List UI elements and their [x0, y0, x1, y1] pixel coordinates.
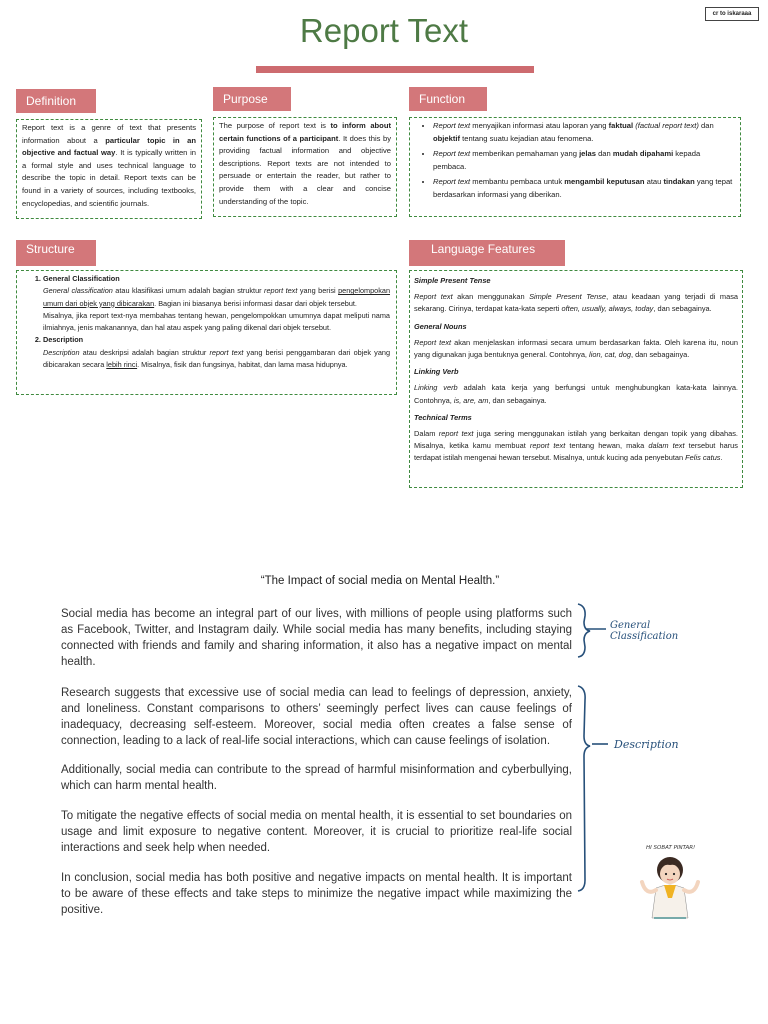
essay-paragraph-1: Social media has become an integral part of our lives, with millions of people using platforms such as Facebook, Twitter, and Instagram daily. While social media has many benefits, including staying connected with friends and family and sharing information, it also has a negative impact on mental health. — [61, 608, 572, 668]
essay-title: “The Impact of social media on Mental Health.” — [260, 575, 500, 587]
title-underline — [256, 66, 534, 73]
structure-item-general: 1. General Classification General classification atau klasifikasi umum adalah bagian struktur report text yang berisi pengelompokan umum dari objek yang dibicarakan. Bagian ini biasanya berisi informasi dasar dari objek tersebut. Misalnya, jika report text-nya membahas tentang hewan, pengelompokkan umumnya dapat meliputi nama ilmiahnya, jenis makanannya, dan hal atau aspek yang paling dikenal dari objek tersebut. — [43, 273, 390, 334]
lf-section-general-nouns: General Nouns Report text akan menjelaskan informasi secara umum berdasarkan fakta. Oleh karena itu, noun yang digunakan juga bentuknya general. Contohnya, lion, cat, dog, dan sebagainya. — [414, 321, 738, 360]
annotation-braces — [574, 600, 604, 900]
essay-paragraph-4: To mitigate the negative effects of social media on mental health, it is essential to set boundaries on usage and limit exposure to negative content. Moreover, it is crucial to prioritize real-life social interactions and seek help when needed. — [61, 810, 572, 854]
lf-section-technical-terms: Technical Terms Dalam report text juga sering menggunakan istilah yang berkaitan dengan topik yang dibahas. Misalnya, ketika kamu membuat report text tentang hewan, maka dalam text tersebut harus terdapat istilah mengenai hewan tersebut. Misalnya, untuk kucing ada penyebutan Felis catus. — [414, 412, 738, 463]
language-features-label: Language Features — [409, 240, 565, 266]
function-item: • Report text menyajikan informasi atau laporan yang faktual (factual report text) dan objektif tentang suatu kejadian atau fenomena. — [433, 120, 735, 145]
structure-box — [16, 270, 397, 395]
general-arrow-dash — [584, 624, 608, 634]
lf-section-linking-verb: Linking Verb Linking verb adalah kata kerja yang berfungsi untuk menghubungkan kata-kata lainnya. Contohnya, is, are, am, dan sebagainya. — [414, 367, 738, 405]
page-title: Report Text — [299, 12, 469, 49]
description-brace — [578, 686, 590, 891]
definition-text-1: Report text is a genre of text that presents information about a — [22, 123, 196, 145]
structure-label: Structure — [16, 240, 96, 266]
purpose-label: Purpose — [213, 87, 291, 111]
definition-box — [16, 119, 202, 219]
essay-paragraph-5: In conclusion, social media has both positive and negative impacts on mental health. It is important to be aware of these effects and take steps to minimize the negative impact while maximizing the positive. — [61, 872, 572, 916]
essay-paragraph-3: Additionally, social media can contribute to the spread of harmful misinformation and cyberbullying, which can harm mental health. — [61, 764, 572, 792]
description-arrow-dash — [590, 739, 610, 749]
purpose-text-1: The purpose of report text is — [219, 121, 331, 130]
annotation-description: Description — [614, 738, 679, 751]
function-box — [409, 117, 741, 217]
purpose-box — [213, 117, 397, 217]
definition-text-2: . It is typically written in a formal style and uses technical language to describe the topic in detail. Report texts can be found in a variety of sources, including textbooks, encyclopedias, and scientific journals. — [22, 148, 197, 208]
mascot-illustration — [634, 852, 704, 924]
function-item: • Report text membantu pembaca untuk mengambil keputusan atau tindakan yang tepat berdasarkan informasi yang diberikan. — [433, 176, 735, 201]
language-features-box — [409, 270, 743, 488]
annotation-general-classification: General Classification — [610, 620, 679, 642]
essay-paragraph-2: Research suggests that excessive use of social media can lead to feelings of depression, anxiety, and loneliness. Constant comparisons to others’ seemingly perfect lives can cause feelings of inadequacy, decreasing self-esteem. Moreover, social media often creates a false sense of connection, leading to a lack of real-life social interactions, which can cause feelings of isolation. — [61, 687, 572, 747]
lf-section-simple-present: Simple Present Tense Report text akan menggunakan Simple Present Tense, atau keadaan yang terjadi di masa sekarang. Cirinya, terdapat kata-kata seperti often, usually, always, today, dan sebagainya. — [414, 276, 738, 314]
function-label: Function — [409, 87, 487, 111]
purpose-text-bold: to inform about certain functions of a participant — [219, 121, 391, 143]
function-item: • Report text memberikan pemahaman yang jelas dan mudah dipahami kepada pembaca. — [433, 148, 735, 173]
definition-label: Definition — [16, 89, 96, 113]
credit-tag: cr to iskaraaa — [705, 7, 759, 21]
purpose-text-2: . It does this by providing factual information and objective descriptions. Report texts are not intended to persuade or entertain the reader, but rather to provide them with a clear and concise understanding of the topic. — [219, 133, 392, 206]
structure-item-description: 2. Description Description atau deskripsi adalah bagian struktur report text yang berisi penggambaran dari objek yang dibicarakan secara lebih rinci. Misalnya, fisik dan fungsinya, habitat, dan lama masa hidupnya. — [43, 334, 390, 371]
definition-text-bold: particular topic in an objective and factual way — [22, 135, 196, 158]
mascot-speech: HI SOBAT PINTAR! — [646, 845, 696, 851]
